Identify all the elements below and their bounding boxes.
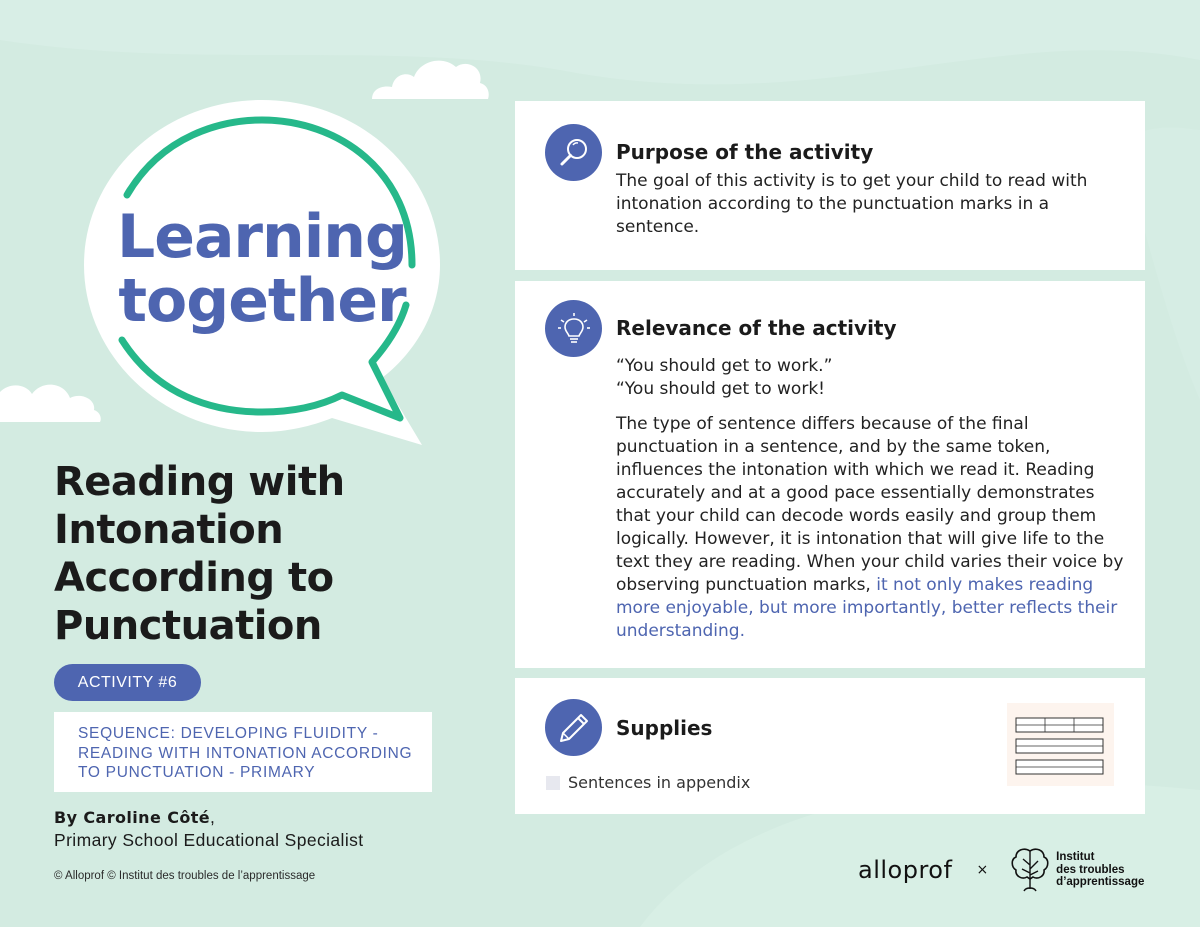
supplies-title: Supplies <box>616 716 713 740</box>
bubble-line-2: together <box>118 266 406 336</box>
purpose-title: Purpose of the activity <box>616 140 874 164</box>
author-name: By Caroline Côté <box>54 808 211 827</box>
brain-tree-icon <box>1010 845 1050 895</box>
author-comma: , <box>210 807 216 827</box>
supply-checkbox[interactable] <box>546 776 560 790</box>
purpose-card <box>515 101 1145 270</box>
pencil-icon <box>545 699 602 756</box>
bubble-title <box>82 202 442 336</box>
example-sentence-1: “You should get to work.” <box>616 356 833 376</box>
supply-item <box>546 773 750 792</box>
title-line: Intonation <box>54 507 284 553</box>
title-line: According to <box>54 555 334 601</box>
purpose-body: The goal of this activity is to get your child to read with intonation according to the punctuation marks in a sentence. <box>616 171 1088 237</box>
sequence-line: SEQUENCE: DEVELOPING FLUIDITY - <box>78 725 379 742</box>
sequence-line: READING WITH INTONATION ACCORDING <box>78 744 413 762</box>
page-title <box>54 458 474 650</box>
author-role: Primary School Educational Specialist <box>54 830 364 850</box>
relevance-text: The type of sentence differs because of the final punctuation in a sentence, and by the same token, influences the intonation with which we read it. Reading accurately and at a good pace essentially demonstrates that your child can decode words easily and group them logically. However, it is intonation that will give life to the text they are reading. When your child varies their voice by observing punctuation marks, <box>616 414 1124 595</box>
title-line: Reading with <box>54 459 345 505</box>
itda-line: des troubles <box>1056 863 1125 876</box>
logo-separator: × <box>976 862 989 878</box>
itda-line: d’apprentissage <box>1056 876 1145 889</box>
relevance-paragraph <box>616 413 1131 643</box>
relevance-body <box>616 355 1131 643</box>
example-sentence-2: “You should get to work! <box>616 379 825 399</box>
title-line: Punctuation <box>54 603 322 649</box>
alloprof-logo: alloprof <box>858 856 953 884</box>
sequence-line: TO PUNCTUATION - PRIMARY <box>78 764 316 781</box>
magnifier-icon <box>545 124 602 181</box>
itda-line: Institut <box>1056 851 1095 864</box>
relevance-card <box>515 281 1145 668</box>
copyright: © Alloprof © Institut des troubles de l’apprentissage <box>54 870 316 882</box>
footer-logos <box>858 845 1144 895</box>
lightbulb-icon <box>545 300 602 357</box>
appendix-thumbnail <box>1007 703 1114 786</box>
relevance-highlight: it not only makes reading more enjoyable, but more importantly, better reflects their understanding. <box>616 575 1118 641</box>
cloud-top <box>368 55 492 101</box>
supplies-card <box>515 678 1145 814</box>
sequence-box <box>54 712 432 792</box>
bubble-line-1: Learning <box>117 202 407 272</box>
activity-badge: ACTIVITY #6 <box>54 664 201 701</box>
author-block <box>54 806 364 852</box>
relevance-title: Relevance of the activity <box>616 316 897 340</box>
supply-label: Sentences in appendix <box>568 773 751 792</box>
itda-logo-text <box>1056 851 1144 889</box>
